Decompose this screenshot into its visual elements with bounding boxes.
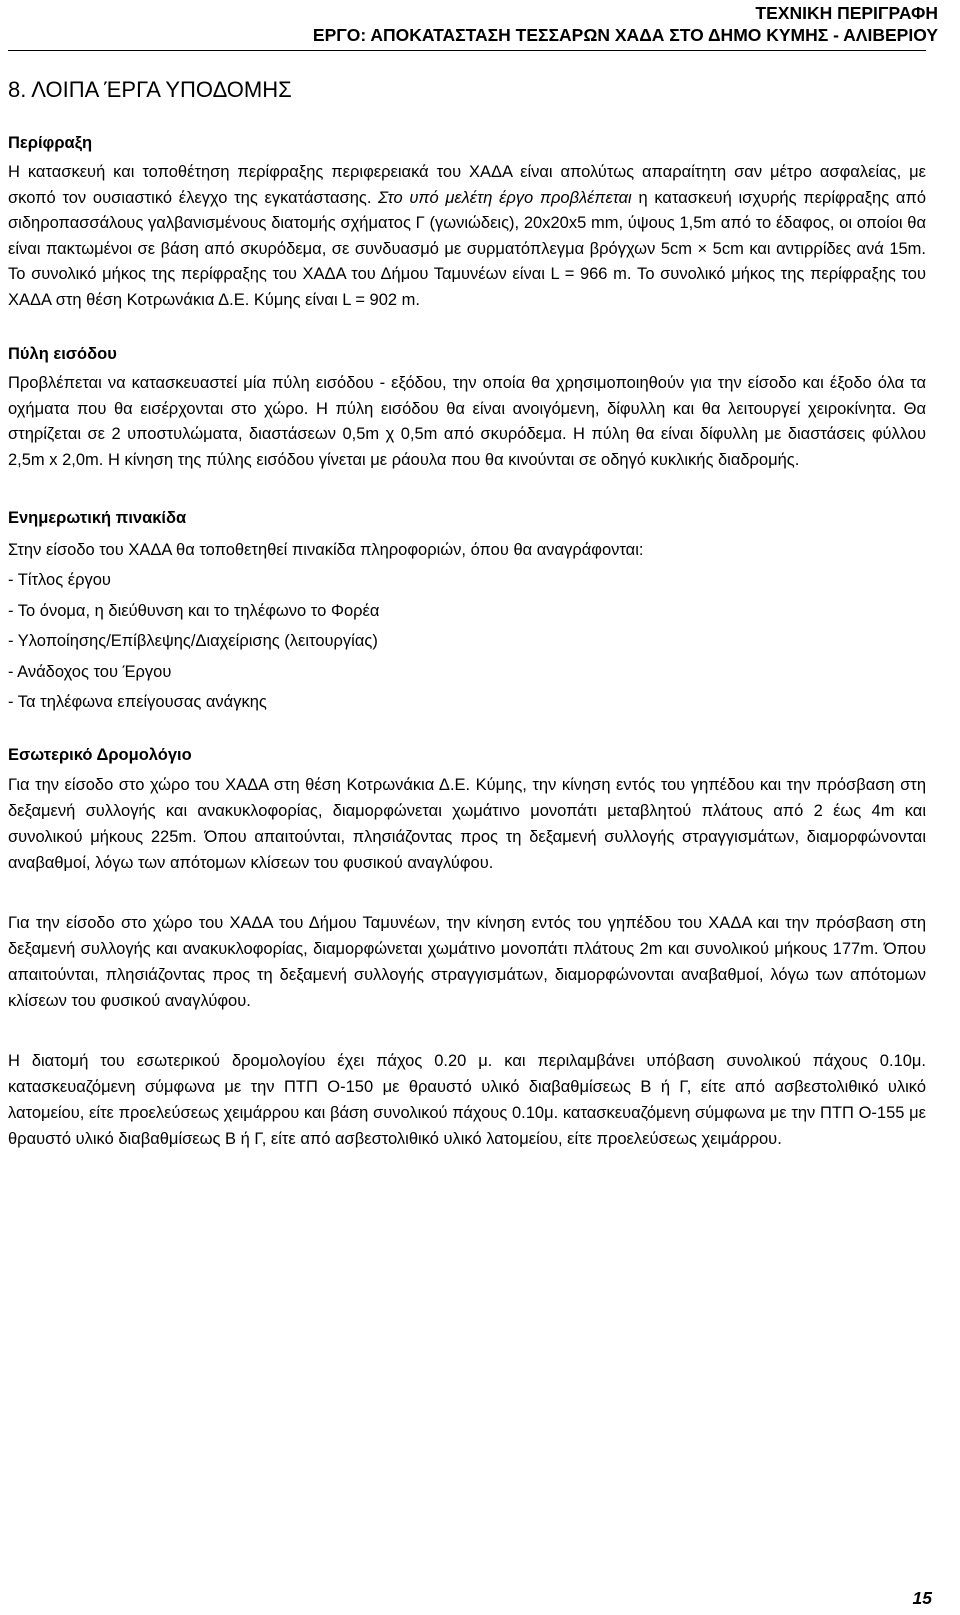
fence-heading: Περίφραξη	[8, 134, 93, 152]
header-rule	[8, 50, 926, 51]
fence-paragraph	[8, 160, 926, 313]
gate-heading: Πύλη εισόδου	[8, 345, 117, 363]
list-item: - Υλοποίησης/Επίβλεψης/Διαχείρισης (λειτουργίας)	[8, 632, 378, 650]
gate-paragraph: Προβλέπεται να κατασκευαστεί μία πύλη εισόδου - εξόδου, την οποία θα χρησιμοποιηθούν για την είσοδο και έξοδο όλα τα οχήματα που θα εισέρχονται στο χώρο. Η πύλη εισόδου θα είναι ανοιγόμενη, δίφυλλη και θα λειτουργεί χειροκίνητα. Θα στηρίζεται σε 2 υποστυλώματα, διαστάσεων 0,5m χ 0,5m από σκυρόδεμα. Η πύλη θα είναι δίφυλλη με διαστάσεις φύλλου 2,5m x 2,0m. Η κίνηση της πύλης εισόδου γίνεται με ράουλα που θα κινούνται σε οδηγό κυκλικής διαδρομής.	[8, 374, 926, 469]
list-item: - Ανάδοχος του Έργου	[8, 662, 172, 681]
section-title: 8. ΛΟΙΠΑ ΈΡΓΑ ΥΠΟΔΟΜΗΣ	[8, 77, 292, 102]
sign-list	[8, 565, 926, 718]
list-item: - Τίτλος έργου	[8, 571, 111, 589]
sign-heading: Ενημερωτική πινακίδα	[8, 509, 187, 527]
sign-paragraph: Στην είσοδο του ΧΑΔΑ θα τοποθετηθεί πινακίδα πληροφοριών, όπου θα αναγράφονται:	[8, 541, 644, 559]
road-paragraph-1: Για την είσοδο στο χώρο του ΧΑΔΑ στη θέση Κοτρωνάκια Δ.Ε. Κύμης, την κίνηση εντός του γηπέδου και την πρόσβαση στη δεξαμενή συλλογής και ανακυκλοφορίας, διαμορφώνεται χωμάτινο μονοπάτι μεταβλητού πλάτους από 2 έως 4m και συνολικού μήκους 225m. Όπου απαιτούνται, πλησιάζοντας προς τη δεξαμενή συλλογής στραγγισμάτων, διαμορφώνονται αναβαθμοί, λόγω των απότομων κλίσεων του φυσικού αναγλύφου.	[8, 775, 926, 872]
header-project: ΕΡΓΟ: ΑΠΟΚΑΤΑΣΤΑΣΗ ΤΕΣΣΑΡΩΝ ΧΑΔΑ ΣΤΟ ΔΗΜΟ ΚΥΜΗΣ - ΑΛΙΒΕΡΙΟΥ	[312, 25, 938, 45]
fence-text-rest: η κατασκευή ισχυρής περίφραξης από σιδηροπασσάλους γαλβανισμένους διατομής σχήματος Γ (γωνιώδεις), 20x20x5 mm, ύψους 1,5m από το έδαφος, οι οποίοι θα είναι πακτωμένοι σε βάση από σκυρόδεμα, σε συνδυασμό με συρματόπλεγμα βρόγχων 5cm × 5cm και αντιρρίδες ανά 15m. Το συνολικό μήκος της περίφραξης του ΧΑΔΑ του Δήμου Ταμυνέων είναι L = 966 m. Το συνολικό μήκος της περίφραξης του ΧΑΔΑ στη θέση Κοτρωνάκια Δ.Ε. Κύμης είναι L = 902 m.	[8, 188, 926, 309]
road-paragraph-2: Για την είσοδο στο χώρο του ΧΑΔΑ του Δήμου Ταμυνέων, την κίνηση εντός του γηπέδου του ΧΑΔΑ και την πρόσβαση στη δεξαμενή συλλογής και ανακυκλοφορίας, διαμορφώνεται χωμάτινο μονοπάτι πλάτους 2m και συνολικού μήκους 177m. Όπου απαιτούνται, πλησιάζοντας προς τη δεξαμενή συλλογής στραγγισμάτων, διαμορφώνονται αναβαθμοί, λόγω των απότομων κλίσεων του φυσικού αναγλύφου.	[8, 913, 926, 1010]
road-paragraph-3: Η διατομή του εσωτερικού δρομολογίου έχει πάχος 0.20 μ. και περιλαμβάνει υπόβαση συνολικού πάχους 0.10μ. κατασκευαζόμενη σύμφωνα με την ΠΤΠ Ο-150 με θραυστό υλικό διαβαθμίσεως Β ή Γ, είτε από ασβεστολιθικό υλικό λατομείου, είτε προελεύσεως χειμάρρου και βάση συνολικού πάχους 0.10μ. κατασκευαζόμενη σύμφωνα με την ΠΤΠ Ο-155 με θραυστό υλικό διαβαθμίσεως Β ή Γ, είτε από ασβεστολιθικό υλικό λατομείου, είτε προελεύσεως χειμάρρου.	[8, 1051, 926, 1148]
fence-text-intro: Η κατασκευή και τοποθέτηση περίφραξης περιφερειακά του ΧΑΔΑ είναι απολύτως απαραίτητη σαν μέτρο ασφαλείας, με σκοπό τον ουσιαστικό έλεγχο της εγκατάστασης.	[8, 163, 926, 207]
list-item: - Τα τηλέφωνα επείγουσας ανάγκης	[8, 693, 267, 711]
page-number: 15	[912, 1588, 932, 1608]
header-title: ΤΕΧΝΙΚΗ ΠΕΡΙΓΡΑΦΗ	[755, 3, 938, 23]
road-heading: Εσωτερικό Δρομολόγιο	[8, 745, 192, 764]
list-item: - Το όνομα, η διεύθυνση και το τηλέφωνο το Φορέα	[8, 601, 380, 620]
page-header	[313, 2, 938, 46]
fence-text-italic: Στο υπό μελέτη έργο προβλέπεται	[378, 188, 632, 207]
document-body	[8, 70, 926, 1152]
